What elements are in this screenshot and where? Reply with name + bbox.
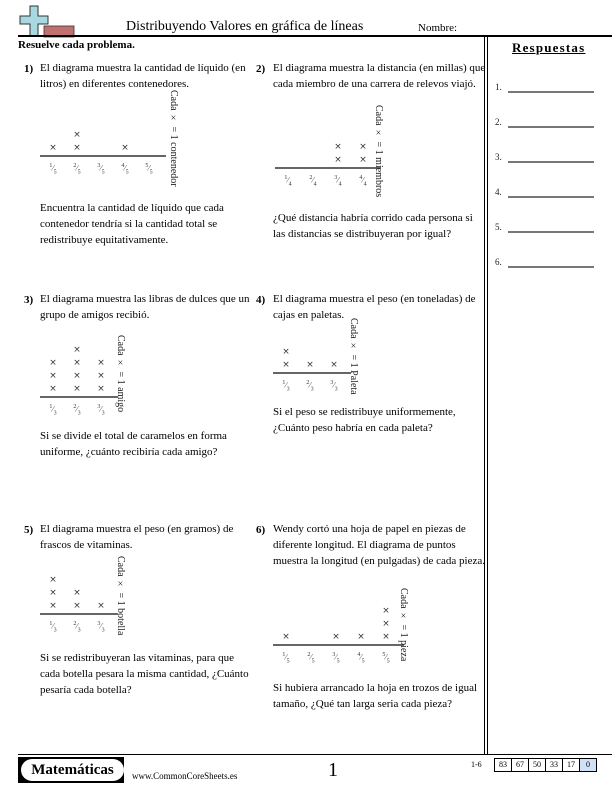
data-mark-x: ×	[359, 155, 367, 165]
data-mark-x: ×	[121, 143, 129, 153]
tick-label: $^2⁄_3$	[73, 404, 81, 417]
tick-label: $^3⁄_3$	[330, 380, 338, 393]
plot-legend: Cada × = 1 amigo	[115, 335, 126, 413]
footer-rule	[18, 754, 612, 755]
data-mark-x: ×	[73, 130, 81, 140]
answer-blank-5[interactable]	[508, 231, 594, 233]
plot-legend: Cada × = 1 botella	[115, 556, 126, 636]
score-cell: 67	[511, 758, 529, 772]
tick-label: $^3⁄_5$	[97, 163, 105, 176]
column-divider	[487, 37, 488, 754]
tick-label: $^5⁄_5$	[145, 163, 153, 176]
logo	[18, 4, 78, 38]
answer-label: 1.	[495, 82, 502, 92]
tick-label: $^1⁄_5$	[49, 163, 57, 176]
plot-legend: Cada × = 1 contenedor	[168, 90, 179, 187]
answer-blank-2[interactable]	[508, 126, 594, 128]
score-cell: 33	[545, 758, 563, 772]
problem-intro: El diagrama muestra las libras de dulces que un grupo de amigos recibió.	[40, 293, 250, 321]
data-mark-x: ×	[282, 632, 290, 642]
answers-title: Respuestas	[512, 40, 586, 55]
problem-intro: El diagrama muestra el peso (en toneladas) de cajas en paletas.	[273, 293, 476, 321]
data-mark-x: ×	[282, 360, 290, 370]
tick-label: $^4⁄_4$	[359, 175, 367, 188]
answer-label: 2.	[495, 117, 502, 127]
data-mark-x: ×	[332, 632, 340, 642]
tick-label: $^2⁄_3$	[306, 380, 314, 393]
problem-question: Si el peso se redistribuye uniformemente, ¿Cuánto peso habría en cada paleta?	[273, 406, 456, 434]
problem-number: 2)	[256, 63, 266, 75]
data-mark-x: ×	[357, 632, 365, 642]
instructions: Resuelve cada problema.	[18, 39, 135, 51]
problem-intro: El diagrama muestra la distancia (en millas) que cada miembro de una carrera de relevos viajó.	[273, 62, 486, 90]
tick-label: $^2⁄_4$	[309, 175, 317, 188]
data-mark-x: ×	[282, 347, 290, 357]
data-mark-x: ×	[49, 588, 57, 598]
number-line	[40, 155, 166, 157]
number-line	[273, 644, 404, 646]
page-number: 1	[328, 759, 338, 781]
name-label: Nombre:	[418, 22, 458, 34]
data-mark-x: ×	[330, 360, 338, 370]
worksheet-title: Distribuyendo Valores en gráfica de líneas	[126, 19, 364, 34]
data-mark-x: ×	[73, 588, 81, 598]
score-cell: 83	[494, 758, 512, 772]
answer-blank-1[interactable]	[508, 91, 594, 93]
problem-number: 6)	[256, 524, 266, 536]
plot-legend: Cada × = 1 pieza	[398, 588, 409, 662]
data-mark-x: ×	[382, 606, 390, 616]
data-mark-x: ×	[73, 358, 81, 368]
tick-label: $^4⁄_5$	[357, 652, 365, 665]
answer-label: 6.	[495, 257, 502, 267]
score-cell: 17	[562, 758, 580, 772]
data-mark-x: ×	[97, 384, 105, 394]
problem-number: 4)	[256, 294, 266, 306]
number-line	[273, 372, 351, 374]
number-line	[40, 613, 118, 615]
plot-legend: Cada × = 1 Paleta	[348, 318, 359, 395]
tick-label: $^2⁄_3$	[73, 621, 81, 634]
problem-question: Si se redistribuyeran las vitaminas, para que cada botella pesara la misma cantidad, ¿Cuánto pesaría cada botella?	[40, 652, 249, 696]
column-divider	[484, 37, 485, 754]
tick-label: $^1⁄_3$	[282, 380, 290, 393]
problem-intro: Wendy cortó una hoja de papel en piezas de diferente longitud. El diagrama de puntos muestra la longitud (en pulgadas) de cada pieza.	[273, 523, 485, 567]
data-mark-x: ×	[73, 143, 81, 153]
answer-blank-3[interactable]	[508, 161, 594, 163]
data-mark-x: ×	[382, 632, 390, 642]
data-mark-x: ×	[49, 371, 57, 381]
answer-blank-6[interactable]	[508, 266, 594, 268]
answer-label: 5.	[495, 222, 502, 232]
brand-label: Matemáticas	[21, 759, 124, 781]
answer-label: 4.	[495, 187, 502, 197]
problem-question: ¿Qué distancia habría corrido cada persona si las distancias se distribuyeran por igual?	[273, 212, 473, 240]
data-mark-x: ×	[73, 384, 81, 394]
data-mark-x: ×	[49, 358, 57, 368]
tick-label: $^1⁄_3$	[49, 404, 57, 417]
tick-label: $^2⁄_5$	[73, 163, 81, 176]
problem-intro: El diagrama muestra el peso (en gramos) de frascos de vitaminas.	[40, 523, 234, 551]
data-mark-x: ×	[306, 360, 314, 370]
data-mark-x: ×	[49, 601, 57, 611]
data-mark-x: ×	[334, 155, 342, 165]
data-mark-x: ×	[359, 142, 367, 152]
tick-label: $^5⁄_5$	[382, 652, 390, 665]
problem-question: Si hubiera arrancado la hoja en trozos de igual tamaño, ¿Qué tan larga seria cada pieza?	[273, 682, 478, 710]
data-mark-x: ×	[97, 358, 105, 368]
data-mark-x: ×	[49, 575, 57, 585]
problem-number: 3)	[24, 294, 34, 306]
score-cell: 0	[579, 758, 597, 772]
header-rule	[18, 35, 612, 37]
number-line	[40, 396, 118, 398]
score-range: 1-6	[471, 760, 482, 769]
data-mark-x: ×	[49, 143, 57, 153]
problem-number: 1)	[24, 63, 34, 75]
data-mark-x: ×	[382, 619, 390, 629]
data-mark-x: ×	[73, 345, 81, 355]
problem-number: 5)	[24, 524, 34, 536]
tick-label: $^3⁄_3$	[97, 621, 105, 634]
tick-label: $^1⁄_5$	[282, 652, 290, 665]
answer-blank-4[interactable]	[508, 196, 594, 198]
problem-question: Encuentra la cantidad de líquido que cada contenedor tendría si la cantidad total se redistribuye equitativamente.	[40, 202, 224, 246]
answer-label: 3.	[495, 152, 502, 162]
number-line	[275, 167, 381, 169]
data-mark-x: ×	[49, 384, 57, 394]
tick-label: $^1⁄_3$	[49, 621, 57, 634]
score-cell: 50	[528, 758, 546, 772]
tick-label: $^1⁄_4$	[284, 175, 292, 188]
data-mark-x: ×	[97, 601, 105, 611]
plot-legend: Cada × = 1 miembros	[373, 105, 384, 198]
data-mark-x: ×	[73, 601, 81, 611]
tick-label: $^2⁄_5$	[307, 652, 315, 665]
data-mark-x: ×	[73, 371, 81, 381]
data-mark-x: ×	[97, 371, 105, 381]
tick-label: $^4⁄_5$	[121, 163, 129, 176]
problem-intro: El diagrama muestra la cantidad de líquido (en litros) en diferentes contenedores.	[40, 62, 246, 90]
tick-label: $^3⁄_5$	[332, 652, 340, 665]
tick-label: $^3⁄_4$	[334, 175, 342, 188]
tick-label: $^3⁄_3$	[97, 404, 105, 417]
site-url: www.CommonCoreSheets.es	[132, 771, 238, 781]
problem-question: Si se divide el total de caramelos en forma uniforme, ¿cuánto recibiría cada amigo?	[40, 430, 227, 458]
data-mark-x: ×	[334, 142, 342, 152]
